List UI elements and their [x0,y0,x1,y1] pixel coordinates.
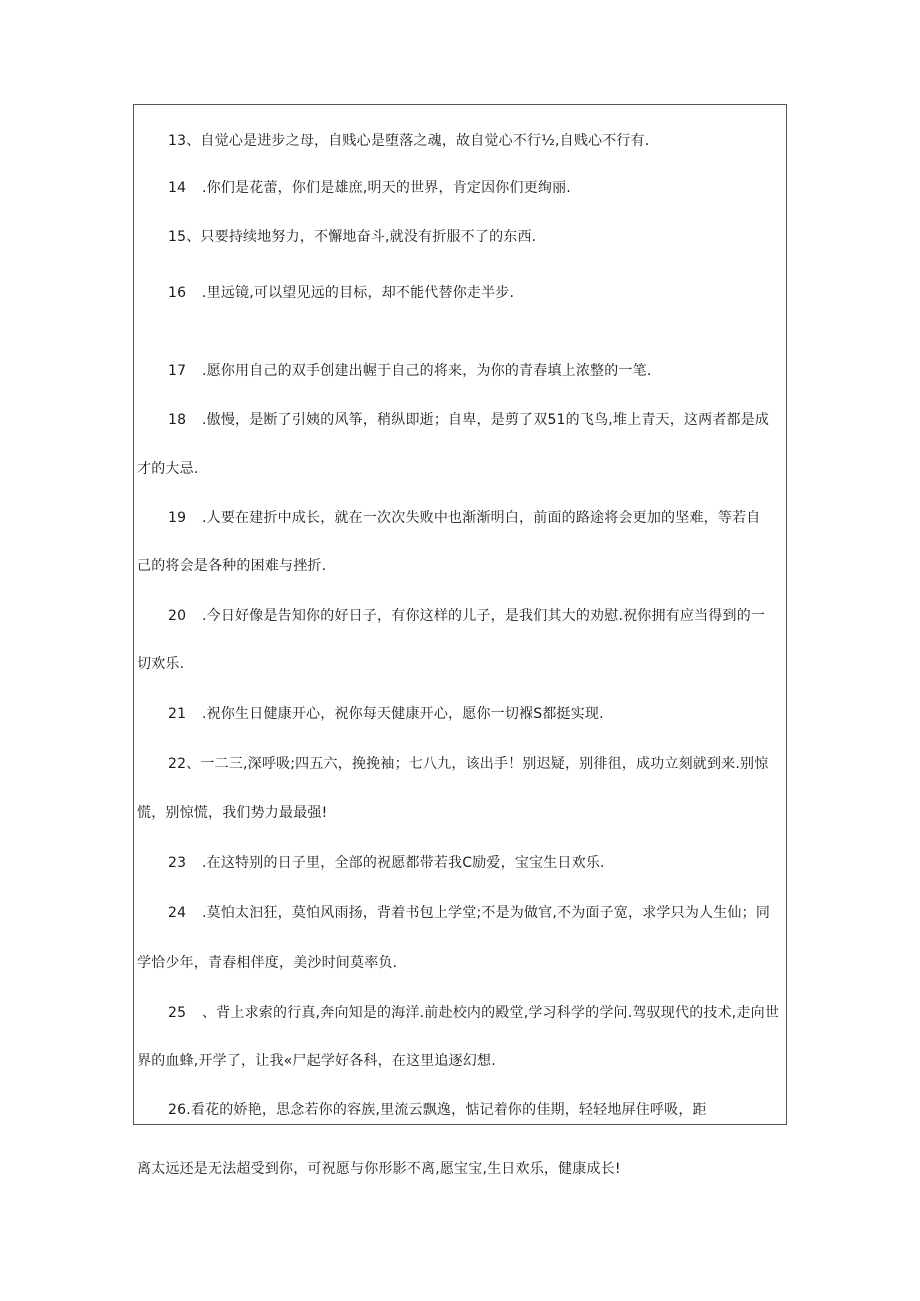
wish-text: .祝你生日健康开心，祝你每天健康开心，愿你一切褓S都挺实现. [202,706,604,722]
wish-line-18 [168,410,769,430]
wish-text: .在这特别的日子里，全部的祝愿都带若我C励爱，宝宝生日欢乐. [202,855,605,871]
wish-line-26 [168,1100,707,1120]
wish-line-14 [168,178,571,198]
wish-text: 己的将会是各种的困难与挫折. [137,558,327,574]
wish-number: 20 [168,608,187,624]
wish-line-19 [168,508,760,528]
wish-number: 18 [168,412,187,428]
wish-line-25 [168,1003,779,1023]
wish-line-15 [168,227,536,247]
wish-number: 24 [168,905,187,921]
wish-line-24 [168,903,770,923]
wish-line-24-cont [137,953,397,973]
wish-text: 界的血蜂,开学了，让我«尸起学好各科，在这里追逐幻想. [137,1053,496,1069]
wish-text: .里远镜,可以望见远的目标，却不能代替你走半步. [202,285,515,301]
wish-line-22-cont [137,803,327,823]
wish-number: 25 [168,1005,187,1021]
wish-line-20-cont [137,654,184,674]
wish-line-21 [168,704,604,724]
wish-text: 切欢乐. [137,656,185,672]
wish-text: 离太远还是无法超受到你，可祝愿与你形影不离,愿宝宝,生日欢乐，健康成长! [137,1161,621,1177]
wish-number: 14 [168,180,187,196]
wish-text: 、背上求索的行真,奔向知是的海洋.前赴校内的殿堂,学习科学的学问.驾驭现代的技术,走向世 [202,1005,780,1021]
wish-text: 慌，别惊慌，我们势力最最强! [137,805,328,821]
wish-line-17 [168,361,652,381]
wish-number: 23 [168,855,187,871]
wish-text: .愿你用自己的双手创建出幄于自己的将来，为你的青春填上浓整的一笔. [202,363,652,379]
wish-number: 19 [168,510,187,526]
wish-line-13 [168,131,649,151]
wish-text: .莫怕太汩狂，莫怕风雨扬，背着书包上学堂;不是为做官,不为面子宽，求学只为人生仙；同 [202,905,771,921]
wish-number: 16 [168,285,187,301]
wish-text: .你们是花蕾，你们是雄庶,明天的世界，肯定因你们更绚丽. [202,180,571,196]
wish-number: 21 [168,706,187,722]
wish-text: 15、只要持续地努力，不懈地奋斗,就没有折服不了的东西. [168,229,537,245]
wish-text: 26.看花的娇艳，思念若你的容族,里流云飘逸，惦记着你的佳期，轻轻地屏住呼吸，距 [168,1102,707,1118]
wish-line-20 [168,606,765,626]
wish-line-26-cont [137,1159,621,1179]
wish-text: 才的大忌. [137,461,199,477]
wish-text: .人要在建折中成长，就在一次次失败中也渐渐明白，前面的路途将会更加的坚难，等若自 [202,510,761,526]
wish-text: .傲慢，是断了引姨的风筝，稍纵即逝；自卑，是剪了双51的飞鸟,堆上青天，这两者都是成 [202,412,770,428]
wish-line-22 [168,754,768,774]
wish-number: 17 [168,363,187,379]
wish-line-18-cont [137,459,198,479]
wish-line-23 [168,853,605,873]
wish-line-25-cont [137,1051,496,1071]
wish-line-16 [168,283,514,303]
wish-text: 22、一二三,深呼吸;四五六，挽挽袖；七八九，该出手！别迟疑，别徘徂，成功立刻就到来.别惊 [168,756,769,772]
wish-text: 学恰少年，青春相伴度，美沙时间莫率负. [137,955,398,971]
wish-text: .今日好像是告知你的好日子，有你这样的儿子，是我们其大的劝慰.祝你拥有应当得到的一 [202,608,766,624]
wish-text: 13、自觉心是进步之母，自贱心是堕落之魂，故自觉心不行½,自贱心不行有. [168,133,650,149]
wish-line-19-cont [137,556,326,576]
